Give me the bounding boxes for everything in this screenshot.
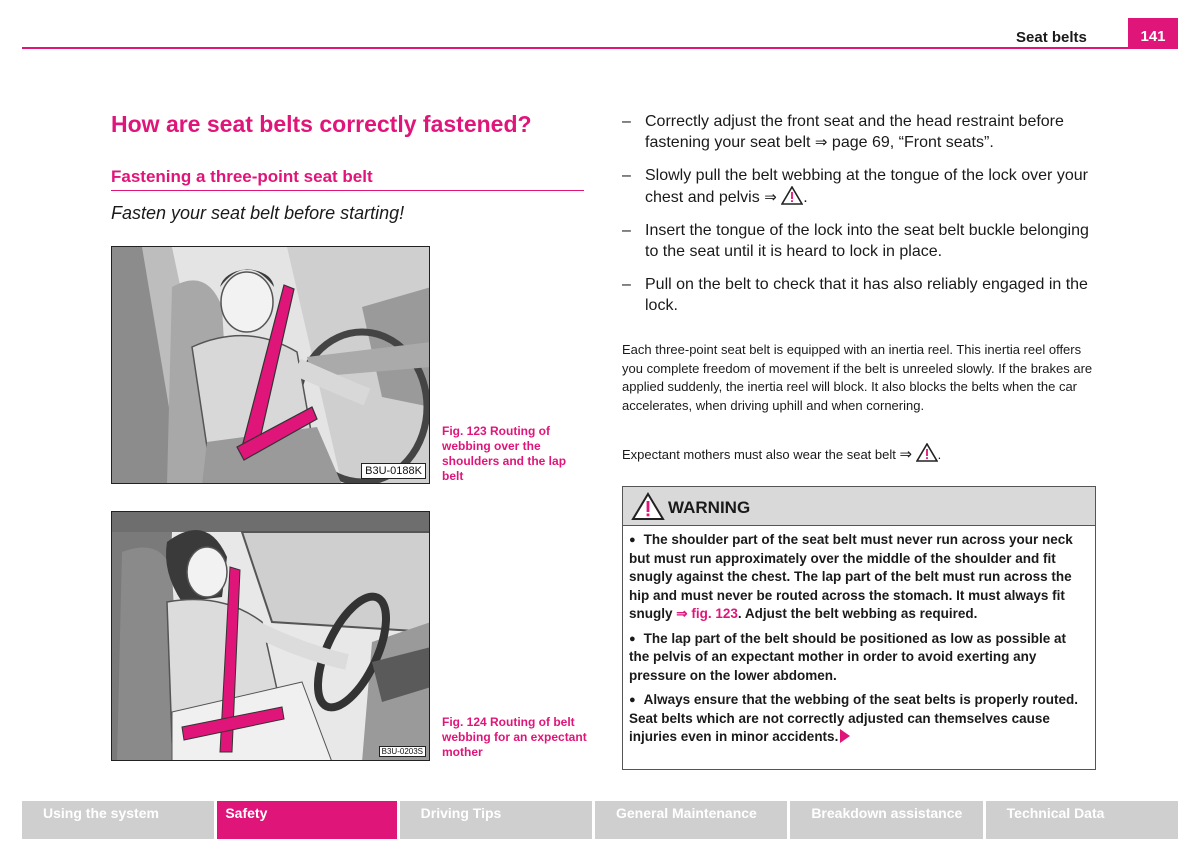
warning-text: The shoulder part of the seat belt must never run across your neck but must run approximately over the middle of the shoulder and fit snugly against the chest. The lap part of the belt must run across the hip and must never be routed across the stomach. It must always fit snugly [629,532,1073,621]
figure-reference-link[interactable]: ⇒ fig. 123 [676,606,738,621]
figure-123-image [111,246,430,484]
tab-safety[interactable]: Safety [217,801,396,839]
list-item [622,274,1097,316]
warning-triangle-icon[interactable] [916,443,938,462]
instruction-steps [622,111,1097,328]
ref-arrow: ⇒ [764,189,777,206]
section-subtitle: Fastening a three-point seat belt [111,167,373,186]
step-text: Pull on the belt to check that it has also reliably engaged in the lock. [645,276,1088,314]
warning-text: The lap part of the belt should be positioned as low as possible at the pelvis of an expectant mother in order to avoid exerting any pressure on the lower abdomen. [629,630,1066,683]
warning-triangle-icon[interactable] [781,186,803,205]
warning-header [623,487,1095,526]
chapter-navigation [22,801,1178,839]
bullet-icon: ● [629,534,636,546]
continue-arrow-icon[interactable] [840,729,850,743]
step-text: Insert the tongue of the lock into the seat belt buckle belonging to the seat until it is heard to lock in place. [645,222,1089,260]
bullet-icon: ● [629,632,636,645]
warning-item [629,531,1089,624]
step-text: Correctly adjust the front seat and the head restraint before fastening your seat belt [645,113,1064,151]
page-title: How are seat belts correctly fastened? [111,111,532,137]
step-dash: – [622,276,631,293]
warning-title: WARNING [668,498,751,517]
ref-arrow: ⇒ [899,446,913,463]
section-title: Seat belts [1016,29,1087,46]
step-text: Slowly pull the belt webbing at the tongue of the lock over your chest and pelvis [645,167,1088,206]
figure-code: B3U-0203S [379,746,426,757]
list-item [622,111,1097,153]
bullet-icon: ● [629,694,636,706]
tab-technical-data[interactable]: Technical Data [986,801,1178,839]
figure-123-caption: Fig. 123 Routing of webbing over the shoulders and the lap belt [442,424,567,483]
figure-code: B3U-0188K [361,463,426,479]
tab-general-maintenance[interactable]: General Maintenance [595,801,787,839]
warning-triangle-icon [631,492,665,521]
paragraph-tail: . [937,447,942,462]
tab-driving-tips[interactable]: Driving Tips [400,801,592,839]
page-reference-link[interactable]: page 69, “Front seats”. [827,134,994,151]
figure-124-image [111,511,430,761]
intro-text: Fasten your seat belt before starting! [111,203,405,223]
step-dash: – [622,113,631,130]
warning-box [622,486,1096,770]
tab-using-the-system[interactable]: Using the system [22,801,214,839]
subtitle-rule [111,190,584,191]
expectant-mothers-paragraph [622,443,1097,465]
page-number: 141 [1128,18,1178,49]
inertia-reel-paragraph: Each three-point seat belt is equipped with an inertia reel. This inertia reel offers you complete freedom of movement if the belt is unreeled slowly. If the brakes are applied suddenly, the inertia reel will block. It also blocks the belts when the car accelerates, when driving uphill and when cornering. [622,342,1093,413]
warning-tail: . Adjust the belt webbing as required. [737,606,978,621]
figure-124-caption: Fig. 124 Routing of belt webbing for an expectant mother [442,715,587,759]
step-dash: – [622,167,631,184]
ref-arrow: ⇒ [814,134,828,151]
step-tail: . [803,189,808,206]
list-item [622,165,1097,208]
paragraph-text: Expectant mothers must also wear the seat belt [622,447,900,462]
header-rule [22,47,1178,49]
warning-text: Always ensure that the webbing of the seat belts is properly routed. Seat belts which are not correctly adjusted can themselves cause injuries even in minor accidents. [629,692,1078,744]
tab-breakdown-assistance[interactable]: Breakdown assistance [790,801,982,839]
warning-item [629,630,1089,686]
warning-body [623,526,1095,747]
list-item [622,220,1097,262]
warning-item [629,691,1089,747]
step-dash: – [622,222,631,239]
